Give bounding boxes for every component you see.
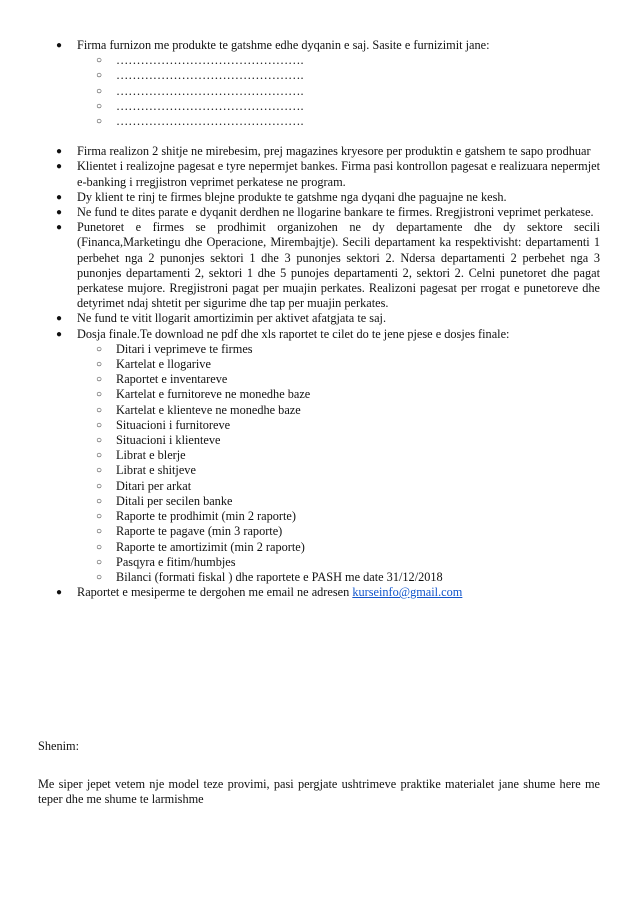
sub-item: ○ Librat e blerje — [77, 448, 600, 463]
sub-item-placeholder: ○ ………………………………………. — [77, 99, 600, 114]
list-item: ● Firma realizon 2 shitje ne mirebesim, prej magazines kryesore per produktin e gatshem te sapo prodhuar — [54, 144, 600, 159]
sub-item: ○ Ditari i veprimeve te firmes — [77, 342, 600, 357]
sub-item: ○ Ditari per arkat — [77, 479, 600, 494]
bullet-text: Dosja finale.Te download ne pdf dhe xls raportet te cilet do te jene pjese e dosjes finale: — [77, 326, 510, 341]
sub-item: ○ Librat e shitjeve — [77, 463, 600, 478]
note-title: Shenim: — [38, 739, 79, 753]
sub-item: ○ Raporte te pagave (min 3 raporte) — [77, 524, 600, 539]
list-item: ● Ne fund te vitit llogarit amortizimin per aktivet afatgjata te saj. — [54, 311, 600, 326]
sub-item: ○ Kartelat e klienteve ne monedhe baze — [77, 403, 600, 418]
dosja-sub-list — [77, 342, 600, 585]
bullet-text: Firma furnizon me produkte te gatshme edhe dyqanin e saj. Sasite e furnizimit jane: — [77, 38, 490, 52]
email-link[interactable]: kurseinfo@gmail.com — [352, 585, 463, 600]
sub-item-placeholder: ○ ………………………………………. — [77, 53, 600, 68]
sub-item: ○ Situacioni i furnitoreve — [77, 418, 600, 433]
sub-item: ○ Raportet e inventareve — [77, 372, 600, 387]
sub-item: ○ Ditali per secilen banke — [77, 494, 600, 509]
sub-item-placeholder: ○ ………………………………………. — [77, 114, 600, 129]
list-item — [54, 38, 600, 129]
main-content — [54, 38, 600, 600]
sub-item: ○ Kartelat e llogarive — [77, 357, 600, 372]
sub-item: ○ Kartelat e furnitoreve ne monedhe baze — [77, 387, 600, 402]
sub-item: ○ Raporte te prodhimit (min 2 raporte) — [77, 509, 600, 524]
main-bullet-list — [54, 144, 600, 600]
note-body: Me siper jepet vetem nje model teze provimi, pasi pergjate ushtrimeve praktike materialet jane shume here me teper dhe me shume te larmishme — [38, 777, 600, 807]
sub-item-placeholder: ○ ………………………………………. — [77, 68, 600, 83]
sub-list — [77, 53, 600, 129]
sub-item: ○ Bilanci (formati fiskal ) dhe raportete e PASH me date 31/12/2018 — [77, 570, 600, 585]
list-item-dosja — [54, 327, 600, 585]
list-item: ● Punetoret e firmes se prodhimit organizohen ne dy departamente dhe dy sektore secili (Financa,Marketingu dhe Operacione, Mirembajtje). Secili departament ka respektivisht: departamenti 1 perbehet nga 2 punonjes sektori 1 dhe 3 punonjes sektori 2. Ndersa departamenti 2 perbehet nga 3 punonjes departamenti 2, sektori 1 dhe 5 punojes departamenti 2, sektori 2. Celni punetoret dhe pagat perkatese mujore. Rregjistroni pagat per muajin perkates. Realizoni pagesat per rrogat e punetoreve dhe detyrimet ndaj shtetit per sigurime dhe tap per muajin perkates. — [54, 220, 600, 311]
top-bullet-list — [54, 38, 600, 129]
list-item: ● Dy klient te rinj te firmes blejne produkte te gatshme nga dyqani dhe paguajne ne kesh. — [54, 190, 600, 205]
list-item: ● Ne fund te dites parate e dyqanit derdhen ne llogarine bankare te firmes. Rregjistroni veprimet perkatese. — [54, 205, 600, 220]
sub-item-placeholder: ○ ………………………………………. — [77, 84, 600, 99]
list-item-email — [54, 585, 600, 600]
list-item: ● Klientet i realizojne pagesat e tyre nepermjet bankes. Firma pasi kontrollon pagesat e realizuara nepermjet e-banking i rregjistron veprimet perkatese ne program. — [54, 159, 600, 189]
sub-item: ○ Pasqyra e fitim/humbjes — [77, 555, 600, 570]
spacer — [54, 129, 600, 144]
sub-item: ○ Situacioni i klienteve — [77, 433, 600, 448]
email-line-text: Raportet e mesiperme te dergohen me email ne adresen — [77, 585, 353, 600]
sub-item: ○ Raporte te amortizimit (min 2 raporte) — [77, 540, 600, 555]
